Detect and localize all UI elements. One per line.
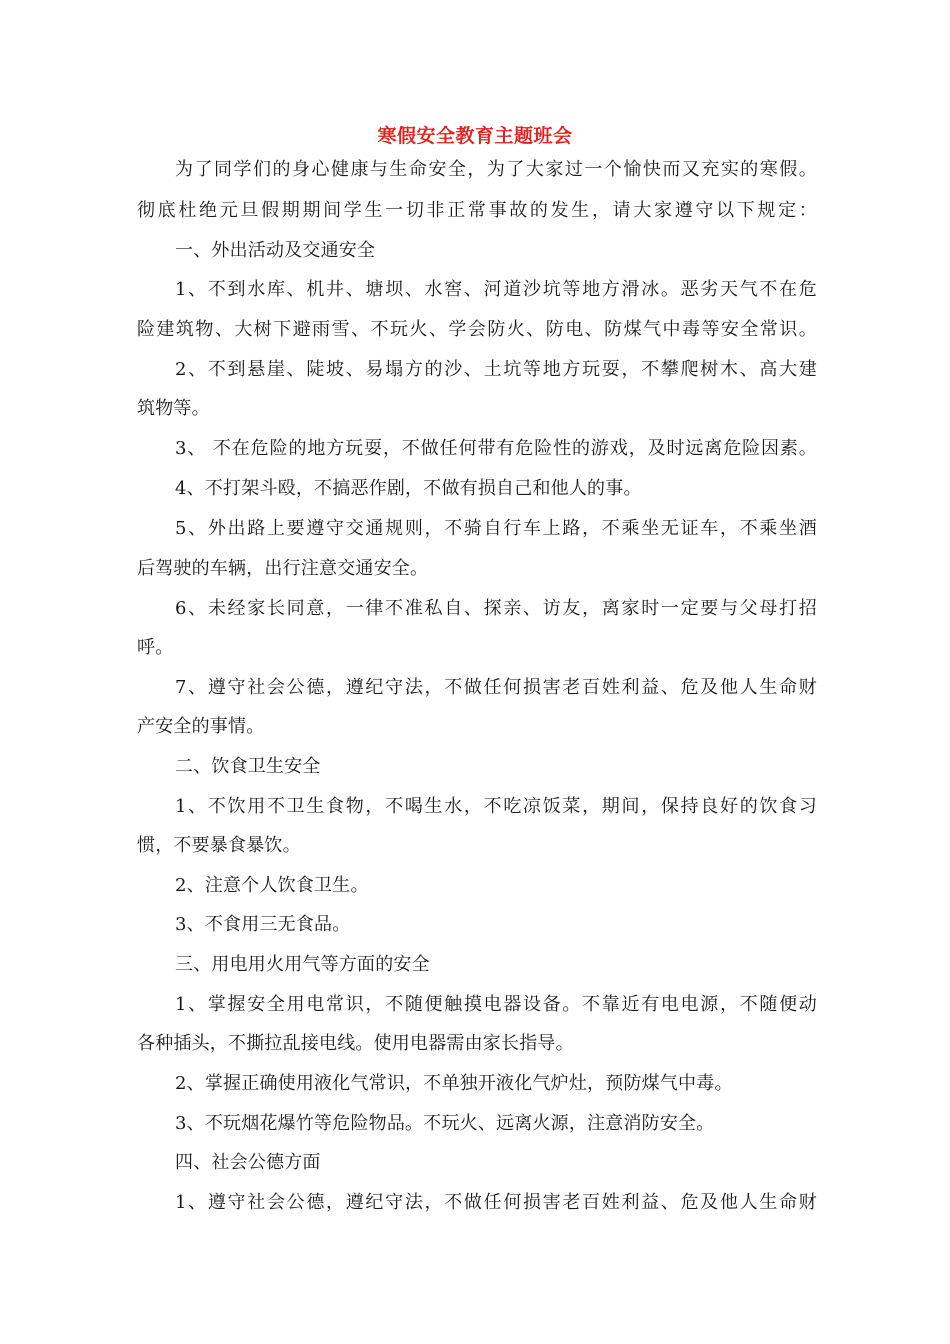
paragraph-line: 为了同学们的身心健康与生命安全，为了大家过一个愉快而又充实的寒假。 <box>175 159 817 180</box>
section-heading: 三、用电用火用气等方面的安全 <box>175 954 430 975</box>
paragraph-line: 险建筑物、大树下避雨雪、不玩火、学会防火、防电、防煤气中毒等安全常识。 <box>137 319 817 340</box>
paragraph-line: 产安全的事情。 <box>137 716 265 737</box>
paragraph-line: 呼。 <box>137 637 174 658</box>
paragraph-line: 筑物等。 <box>137 398 210 419</box>
paragraph-line: 1、不饮用不卫生食物，不喝生水，不吃凉饭菜，期间，保持良好的饮食习 <box>175 796 817 817</box>
section-heading: 四、社会公德方面 <box>175 1152 321 1173</box>
section-heading: 一、外出活动及交通安全 <box>175 240 376 261</box>
paragraph-line: 惯，不要暴食暴饮。 <box>137 835 301 856</box>
paragraph-line: 6、未经家长同意，一律不准私自、探亲、访友，离家时一定要与父母打招 <box>175 598 817 619</box>
paragraph-line: 2、不到悬崖、陡坡、易塌方的沙、土坑等地方玩耍，不攀爬树木、高大建 <box>175 359 817 380</box>
paragraph-line: 4、不打架斗殴，不搞恶作剧，不做有损自己和他人的事。 <box>175 478 642 499</box>
section-heading: 二、饮食卫生安全 <box>175 756 321 777</box>
paragraph-line: 2、掌握正确使用液化气常识，不单独开液化气炉灶，预防煤气中毒。 <box>175 1073 733 1094</box>
paragraph-line: 彻底杜绝元旦假期期间学生一切非正常事故的发生，请大家遵守以下规定： <box>137 200 817 221</box>
paragraph-line: 2、注意个人饮食卫生。 <box>175 875 369 896</box>
paragraph-line: 1、遵守社会公德，遵纪守法，不做任何损害老百姓利益、危及他人生命财 <box>175 1192 817 1213</box>
paragraph-line: 3、 不在危险的地方玩耍，不做任何带有危险性的游戏，及时远离危险因素。 <box>175 438 817 459</box>
paragraph-line: 后驾驶的车辆，出行注意交通安全。 <box>137 558 429 579</box>
document-title: 寒假安全教育主题班会 <box>377 125 573 147</box>
paragraph-line: 各种插头，不撕拉乱接电线。使用电器需由家长指导。 <box>137 1033 574 1054</box>
paragraph-line: 3、不玩烟花爆竹等危险物品。不玩火、远离火源，注意消防安全。 <box>175 1113 715 1134</box>
paragraph-line: 3、不食用三无食品。 <box>175 914 351 935</box>
paragraph-line: 1、不到水库、机井、塘坝、水窖、河道沙坑等地方滑冰。恶劣天气不在危 <box>175 279 817 300</box>
paragraph-line: 1、掌握安全用电常识，不随便触摸电器设备。不靠近有电电源，不随便动 <box>175 994 817 1015</box>
paragraph-line: 5、外出路上要遵守交通规则，不骑自行车上路，不乘坐无证车，不乘坐酒 <box>175 518 817 539</box>
paragraph-line: 7、遵守社会公德，遵纪守法，不做任何损害老百姓利益、危及他人生命财 <box>175 677 817 698</box>
